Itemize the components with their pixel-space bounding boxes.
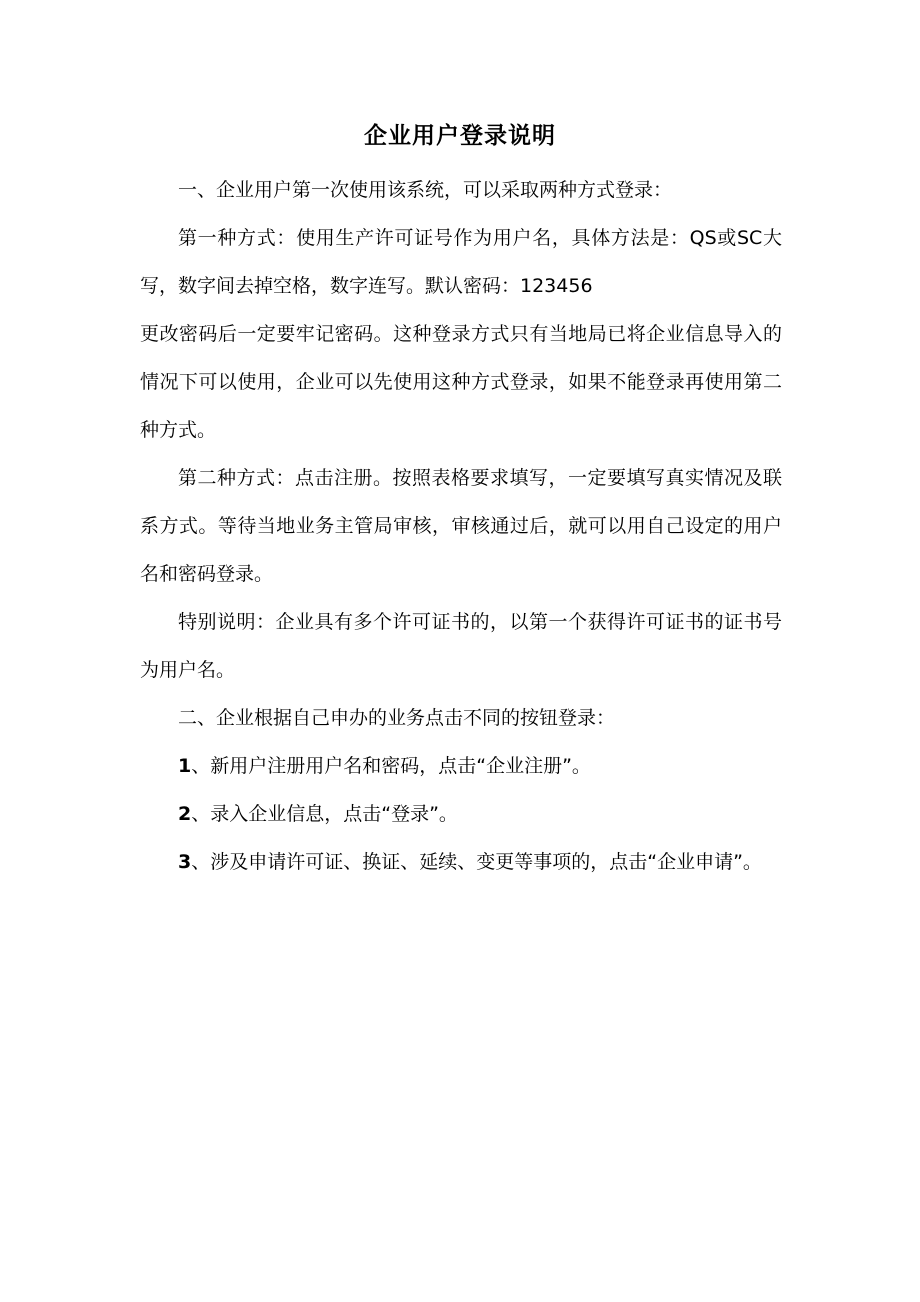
section1-heading: 一、企业用户第一次使用该系统，可以采取两种方式登录： <box>178 179 673 201</box>
list-item <box>140 838 782 886</box>
list-item-number: 3 <box>178 851 192 873</box>
method2-paragraph: 第二种方式：点击注册。按照表格要求填写，一定要填写真实情况及联系方式。等待当地业务主管局审核，审核通过后，就可以用自己设定的用户名和密码登录。 <box>140 467 782 585</box>
method1-paragraph: 第一种方式：使用生产许可证号作为用户名，具体方法是：QS或SC大写，数字间去掉空格，数字连写。默认密码：123456 <box>140 227 782 297</box>
document-body <box>140 166 782 886</box>
list-item-text: 、涉及申请许可证、换证、延续、变更等事项的，点击“企业申请”。 <box>191 851 762 873</box>
section2-heading: 二、企业根据自己申办的业务点击不同的按钮登录： <box>178 707 616 729</box>
list-item-text: 、新用户注册用户名和密码，点击“企业注册”。 <box>191 755 591 777</box>
special-note-paragraph: 特别说明：企业具有多个许可证书的，以第一个获得许可证书的证书号为用户名。 <box>140 611 782 681</box>
list-item-number: 1 <box>178 755 192 777</box>
list-item-text: 、录入企业信息，点击“登录”。 <box>191 803 458 825</box>
list-item <box>140 790 782 838</box>
list-item-number: 2 <box>178 803 192 825</box>
list-item <box>140 742 782 790</box>
page-title: 企业用户登录说明 <box>364 123 556 149</box>
method1-paragraph-continued: 更改密码后一定要牢记密码。这种登录方式只有当地局已将企业信息导入的情况下可以使用，企业可以先使用这种方式登录，如果不能登录再使用第二种方式。 <box>140 323 782 441</box>
